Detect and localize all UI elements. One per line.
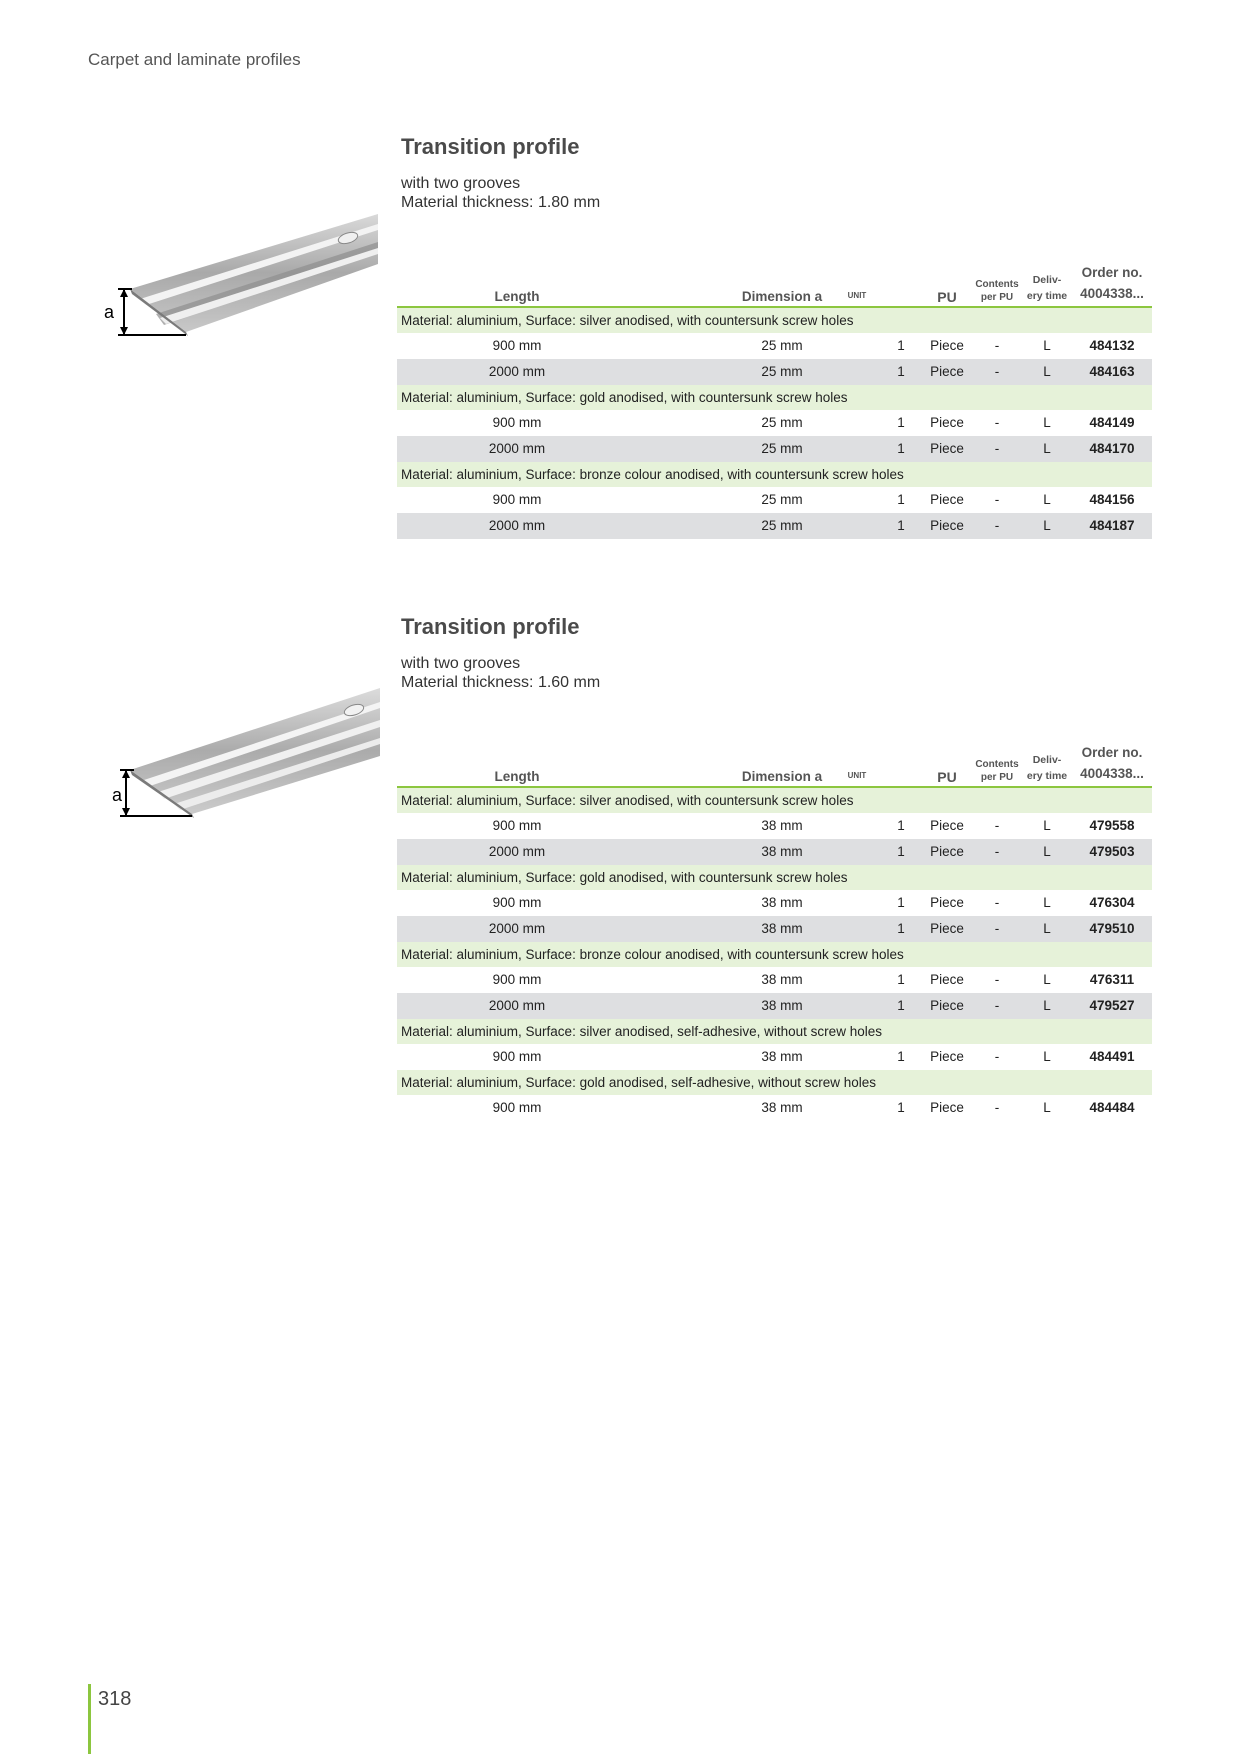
unit-cell: 1: [897, 415, 905, 430]
contents-cell: -: [994, 1049, 1000, 1064]
order-table: [397, 265, 1152, 539]
material-thickness: Material thickness: 1.60 mm: [401, 674, 601, 691]
table-row: [397, 890, 1152, 916]
length-cell: 900 mm: [492, 972, 542, 987]
contents-cell: -: [994, 818, 1000, 833]
order-number-cell: 476304: [1089, 895, 1135, 910]
order-number-cell: 484170: [1089, 441, 1135, 456]
pu-cell: Piece: [930, 364, 964, 379]
delivery-cell: L: [1043, 492, 1051, 507]
order-number-cell: 484149: [1089, 415, 1135, 430]
unit-cell: 1: [897, 998, 905, 1013]
unit-cell: 1: [897, 518, 905, 533]
material-group-row: Material: aluminium, Surface: gold anodised, with countersunk screw holes: [397, 865, 1152, 890]
col-contents: Contents per PU: [975, 759, 1019, 783]
pu-cell: Piece: [930, 1100, 964, 1115]
table-row: [397, 487, 1152, 513]
unit-cell: 1: [897, 441, 905, 456]
length-cell: 900 mm: [492, 895, 542, 910]
material-thickness: Material thickness: 1.80 mm: [401, 194, 601, 211]
col-unit: UNIT: [847, 771, 867, 780]
dimension-cell: 38 mm: [761, 1049, 803, 1064]
table-body: [397, 788, 1152, 1121]
unit-cell: 1: [897, 972, 905, 987]
material-group-row: Material: aluminium, Surface: bronze colour anodised, with countersunk screw holes: [397, 942, 1152, 967]
table-body: [397, 308, 1152, 539]
table-header: [397, 265, 1152, 308]
material-group-row: Material: aluminium, Surface: bronze colour anodised, with countersunk screw holes: [397, 462, 1152, 487]
col-contents: Contents per PU: [975, 279, 1019, 303]
order-number-cell: 484132: [1089, 338, 1135, 353]
col-length: Length: [494, 289, 540, 304]
contents-cell: -: [994, 998, 1000, 1013]
order-number-cell: 479503: [1089, 844, 1135, 859]
dimension-cell: 38 mm: [761, 921, 803, 936]
table-row: [397, 333, 1152, 359]
material-group-row: Material: aluminium, Surface: silver anodised, with countersunk screw holes: [397, 788, 1152, 813]
dimension-cell: 38 mm: [761, 844, 803, 859]
order-number-cell: 479510: [1089, 921, 1135, 936]
dimension-cell: 25 mm: [761, 364, 803, 379]
pu-cell: Piece: [930, 441, 964, 456]
order-number-cell: 484187: [1089, 518, 1135, 533]
order-number-cell: 484484: [1089, 1100, 1135, 1115]
dimension-cell: 38 mm: [761, 1100, 803, 1115]
dimension-a-label: a: [104, 302, 115, 322]
order-number-cell: 484156: [1089, 492, 1135, 507]
col-delivery: Deliv- ery time: [1026, 754, 1068, 782]
length-cell: 2000 mm: [488, 921, 546, 936]
product-subtitle: [401, 654, 600, 692]
product-description: with two grooves: [401, 655, 521, 672]
dimension-cell: 25 mm: [761, 441, 803, 456]
delivery-cell: L: [1043, 441, 1051, 456]
pu-cell: Piece: [930, 921, 964, 936]
dimension-a-label: a: [112, 785, 123, 805]
material-group-row: Material: aluminium, Surface: silver anodised, self-adhesive, without screw holes: [397, 1019, 1152, 1044]
delivery-cell: L: [1043, 844, 1051, 859]
delivery-cell: L: [1043, 972, 1051, 987]
unit-cell: 1: [897, 364, 905, 379]
col-pu: PU: [937, 289, 957, 305]
contents-cell: -: [994, 364, 1000, 379]
dimension-cell: 25 mm: [761, 415, 803, 430]
pu-cell: Piece: [930, 895, 964, 910]
delivery-cell: L: [1043, 818, 1051, 833]
order-number-cell: 484163: [1089, 364, 1135, 379]
length-cell: 900 mm: [492, 818, 542, 833]
table-row: [397, 359, 1152, 385]
unit-cell: 1: [897, 492, 905, 507]
contents-cell: -: [994, 492, 1000, 507]
table-row: [397, 813, 1152, 839]
col-unit: UNIT: [847, 291, 867, 300]
order-number-cell: 479527: [1089, 998, 1135, 1013]
unit-cell: 1: [897, 338, 905, 353]
contents-cell: -: [994, 972, 1000, 987]
contents-cell: -: [994, 518, 1000, 533]
col-pu: PU: [937, 769, 957, 785]
length-cell: 900 mm: [492, 1049, 542, 1064]
delivery-cell: L: [1043, 518, 1051, 533]
table-row: [397, 513, 1152, 539]
dimension-cell: 38 mm: [761, 818, 803, 833]
unit-cell: 1: [897, 844, 905, 859]
length-cell: 2000 mm: [488, 998, 546, 1013]
col-delivery: Deliv- ery time: [1026, 274, 1068, 302]
pu-cell: Piece: [930, 844, 964, 859]
table-row: [397, 967, 1152, 993]
table-row: [397, 839, 1152, 865]
material-group-row: Material: aluminium, Surface: gold anodised, self-adhesive, without screw holes: [397, 1070, 1152, 1095]
profile-image: [100, 686, 382, 821]
page-accent-bar: [88, 1684, 91, 1754]
contents-cell: -: [994, 338, 1000, 353]
dimension-cell: 38 mm: [761, 998, 803, 1013]
length-cell: 2000 mm: [488, 441, 546, 456]
dimension-cell: 25 mm: [761, 492, 803, 507]
table-header: [397, 745, 1152, 788]
pu-cell: Piece: [930, 415, 964, 430]
length-cell: 900 mm: [492, 1100, 542, 1115]
dimension-cell: 38 mm: [761, 895, 803, 910]
table-row: [397, 1044, 1152, 1070]
col-dimension: Dimension a: [741, 289, 823, 304]
length-cell: 2000 mm: [488, 364, 546, 379]
contents-cell: -: [994, 1100, 1000, 1115]
delivery-cell: L: [1043, 415, 1051, 430]
order-number-cell: 484491: [1089, 1049, 1135, 1064]
table-row: [397, 916, 1152, 942]
dimension-cell: 38 mm: [761, 972, 803, 987]
unit-cell: 1: [897, 921, 905, 936]
product-title: Transition profile: [401, 614, 580, 639]
col-order-no: Order no. 4004338...: [1080, 265, 1144, 301]
product-description: with two grooves: [401, 175, 521, 192]
delivery-cell: L: [1043, 338, 1051, 353]
table-row: [397, 1095, 1152, 1121]
order-number-cell: 476311: [1089, 972, 1135, 987]
delivery-cell: L: [1043, 1049, 1051, 1064]
length-cell: 900 mm: [492, 415, 542, 430]
material-group-row: Material: aluminium, Surface: silver anodised, with countersunk screw holes: [397, 308, 1152, 333]
unit-cell: 1: [897, 1100, 905, 1115]
pu-cell: Piece: [930, 998, 964, 1013]
length-cell: 900 mm: [492, 492, 542, 507]
profile-image: [100, 204, 380, 339]
product-subtitle: [401, 174, 600, 212]
pu-cell: Piece: [930, 1049, 964, 1064]
dimension-cell: 25 mm: [761, 338, 803, 353]
page-number: 318: [98, 1688, 132, 1710]
col-length: Length: [494, 769, 540, 784]
length-cell: 2000 mm: [488, 844, 546, 859]
delivery-cell: L: [1043, 895, 1051, 910]
delivery-cell: L: [1043, 364, 1051, 379]
material-group-row: Material: aluminium, Surface: gold anodised, with countersunk screw holes: [397, 385, 1152, 410]
pu-cell: Piece: [930, 972, 964, 987]
delivery-cell: L: [1043, 998, 1051, 1013]
col-order-no: Order no. 4004338...: [1080, 745, 1144, 781]
table-row: [397, 410, 1152, 436]
pu-cell: Piece: [930, 338, 964, 353]
product-title: Transition profile: [401, 134, 580, 159]
unit-cell: 1: [897, 818, 905, 833]
dimension-cell: 25 mm: [761, 518, 803, 533]
contents-cell: -: [994, 895, 1000, 910]
col-dimension: Dimension a: [741, 769, 823, 784]
delivery-cell: L: [1043, 921, 1051, 936]
unit-cell: 1: [897, 1049, 905, 1064]
unit-cell: 1: [897, 895, 905, 910]
pu-cell: Piece: [930, 492, 964, 507]
order-number-cell: 479558: [1089, 818, 1135, 833]
pu-cell: Piece: [930, 518, 964, 533]
delivery-cell: L: [1043, 1100, 1051, 1115]
length-cell: 900 mm: [492, 338, 542, 353]
contents-cell: -: [994, 844, 1000, 859]
contents-cell: -: [994, 921, 1000, 936]
contents-cell: -: [994, 441, 1000, 456]
contents-cell: -: [994, 415, 1000, 430]
order-table: [397, 745, 1152, 1121]
table-row: [397, 993, 1152, 1019]
pu-cell: Piece: [930, 818, 964, 833]
length-cell: 2000 mm: [488, 518, 546, 533]
running-title: Carpet and laminate profiles: [88, 50, 301, 69]
table-row: [397, 436, 1152, 462]
